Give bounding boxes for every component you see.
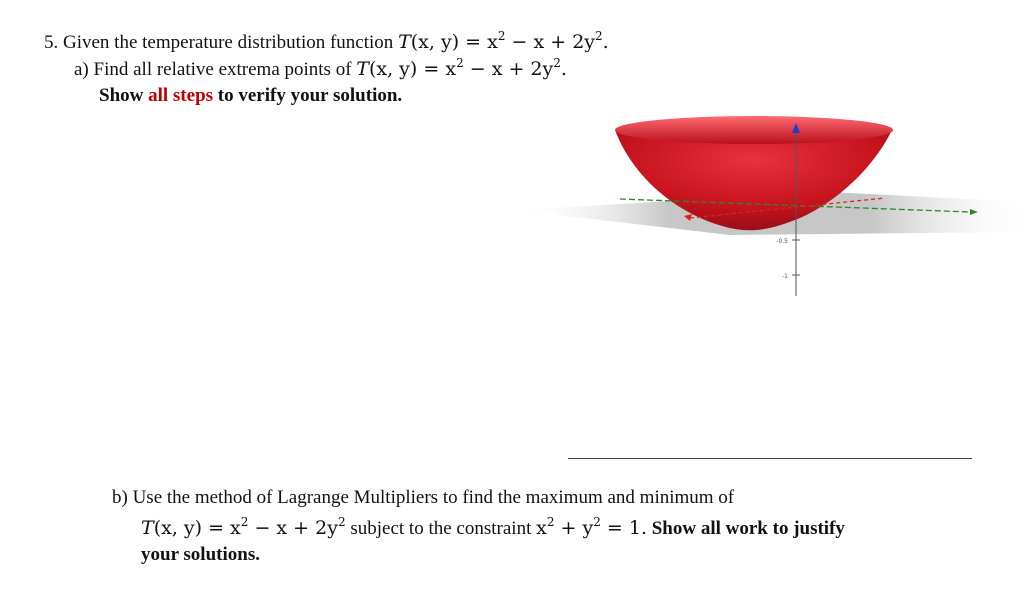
part-b-label: b) bbox=[112, 487, 128, 508]
problem-line bbox=[44, 30, 609, 55]
part-a-line bbox=[74, 57, 567, 82]
tick-label-neg05: -0.5 bbox=[776, 238, 788, 245]
paraboloid-graph bbox=[500, 110, 1024, 300]
part-a-label: a) bbox=[74, 59, 89, 80]
part-b-solutions: your solutions. bbox=[141, 544, 260, 565]
paraboloid-rim bbox=[615, 116, 893, 144]
part-a-function: T(x, $y) = x^2 - x + 2y^2$. bbox=[356, 56, 567, 80]
part-a-text: Find all relative extrema points of bbox=[93, 59, 352, 80]
part-b-function: T(x, $y) = x^2 - x + 2y^2$ bbox=[141, 515, 346, 539]
problem-intro: Given the temperature distribution function bbox=[63, 32, 394, 53]
show-work-text: Show all work to justify bbox=[651, 518, 845, 539]
part-a-instruction bbox=[99, 84, 402, 108]
subject-to-text: subject to the constraint bbox=[350, 518, 532, 539]
verify-label: to verify your solution. bbox=[217, 85, 403, 106]
part-b-function-line bbox=[141, 516, 845, 541]
show-label: Show bbox=[99, 85, 144, 106]
part-b-line bbox=[112, 486, 734, 510]
part-b-text: Use the method of Lagrange Multipliers to find the maximum and minimum of bbox=[132, 487, 735, 508]
all-steps-highlight: all steps bbox=[148, 85, 214, 106]
problem-function: T(x, $y) = x^2 - x + 2y^2$. bbox=[398, 29, 609, 53]
answer-divider bbox=[568, 458, 972, 459]
problem-number: 5. bbox=[44, 32, 59, 53]
tick-label-neg1: -1 bbox=[782, 273, 788, 280]
constraint: $x^2 + y^2 = 1$. bbox=[536, 515, 647, 539]
